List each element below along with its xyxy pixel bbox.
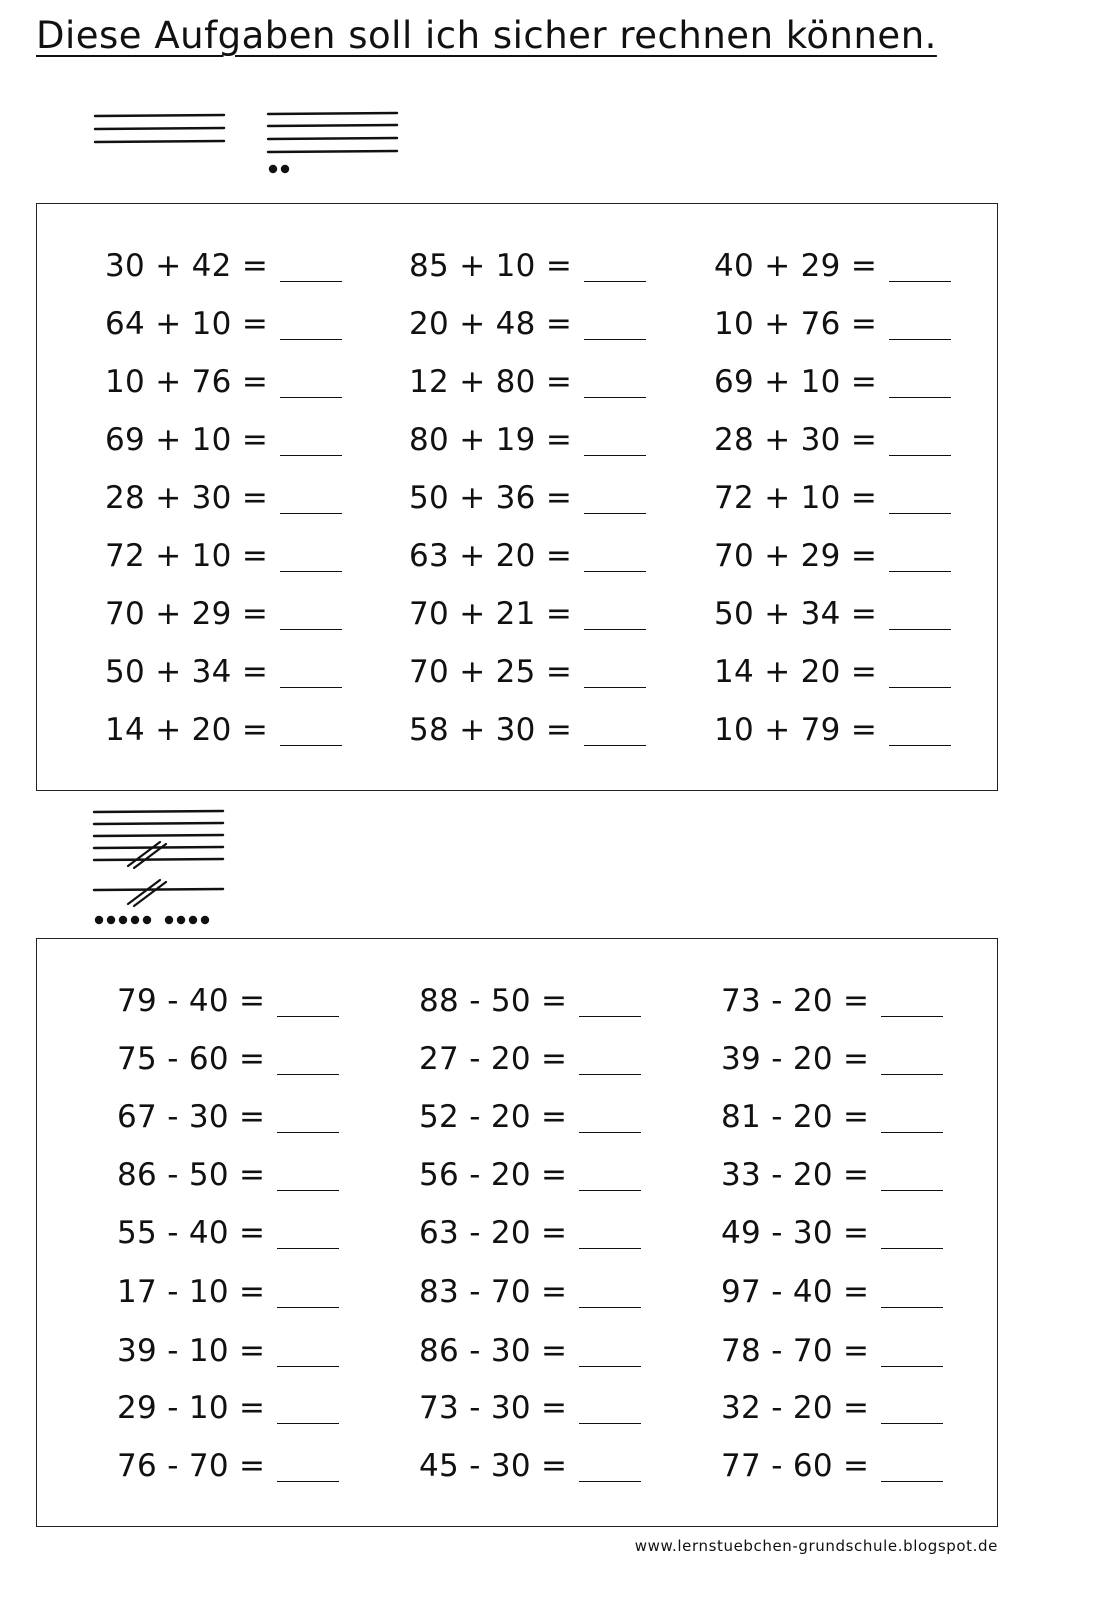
answer-line [579,1248,641,1249]
subtraction-task: 32 - 20 = [721,1388,943,1428]
answer-line [881,1423,943,1424]
addition-task: 85 + 10 = [409,246,646,286]
answer-line [584,455,646,456]
addition-task: 28 + 30 = [105,478,342,518]
addition-task: 80 + 19 = [409,420,646,460]
answer-line [579,1423,641,1424]
subtraction-task: 77 - 60 = [721,1446,943,1486]
subtraction-task: 39 - 20 = [721,1039,943,1079]
answer-line [584,281,646,282]
addition-task: 70 + 21 = [409,594,646,634]
answer-line [277,1016,339,1017]
answer-line [280,571,342,572]
answer-line [889,339,951,340]
answer-line [277,1132,339,1133]
subtraction-task: 33 - 20 = [721,1155,943,1195]
answer-line [277,1190,339,1191]
addition-task: 70 + 25 = [409,652,646,692]
answer-line [579,1132,641,1133]
answer-line [881,1016,943,1017]
answer-line [579,1366,641,1367]
subtraction-task: 27 - 20 = [419,1039,641,1079]
subtraction-task: 79 - 40 = [117,981,339,1021]
addition-task: 69 + 10 = [105,420,342,460]
addition-task: 28 + 30 = [714,420,951,460]
subtraction-task: 45 - 30 = [419,1446,641,1486]
addition-task: 72 + 10 = [105,536,342,576]
answer-line [277,1366,339,1367]
answer-line [881,1190,943,1191]
addition-task: 20 + 48 = [409,304,646,344]
subtraction-task: 97 - 40 = [721,1272,943,1312]
subtraction-task: 86 - 50 = [117,1155,339,1195]
page-title: Diese Aufgaben soll ich sicher rechnen können. [36,14,937,57]
subtraction-task: 55 - 40 = [117,1213,339,1253]
answer-line [579,1307,641,1308]
subtraction-task: 88 - 50 = [419,981,641,1021]
addition-task: 10 + 76 = [105,362,342,402]
answer-line [280,629,342,630]
answer-line [881,1481,943,1482]
subtraction-task: 75 - 60 = [117,1039,339,1079]
addition-task: 63 + 20 = [409,536,646,576]
subtraction-task: 52 - 20 = [419,1097,641,1137]
answer-line [584,397,646,398]
answer-line [579,1190,641,1191]
addition-task: 50 + 34 = [714,594,951,634]
answer-line [584,513,646,514]
answer-line [280,339,342,340]
answer-line [277,1074,339,1075]
answer-line [881,1074,943,1075]
answer-line [277,1248,339,1249]
subtraction-task: 78 - 70 = [721,1331,943,1371]
answer-line [579,1481,641,1482]
subtraction-task: 17 - 10 = [117,1272,339,1312]
answer-line [889,629,951,630]
answer-line [889,687,951,688]
crossed-tens-symbol [90,806,230,930]
answer-line [889,571,951,572]
subtraction-task: 67 - 30 = [117,1097,339,1137]
answer-line [280,281,342,282]
addition-task: 69 + 10 = [714,362,951,402]
footer-url: www.lernstuebchen-grundschule.blogspot.de [634,1537,998,1555]
subtraction-task: 83 - 70 = [419,1272,641,1312]
answer-line [889,397,951,398]
addition-task: 50 + 34 = [105,652,342,692]
subtraction-task: 29 - 10 = [117,1388,339,1428]
answer-line [277,1307,339,1308]
answer-line [584,629,646,630]
addition-task: 70 + 29 = [105,594,342,634]
answer-line [881,1307,943,1308]
answer-line [881,1132,943,1133]
answer-line [584,745,646,746]
subtraction-task: 86 - 30 = [419,1331,641,1371]
answer-line [280,397,342,398]
tens-and-ones-symbol [264,106,404,178]
answer-line [280,687,342,688]
subtraction-task: 73 - 20 = [721,981,943,1021]
answer-line [584,339,646,340]
addition-task: 12 + 80 = [409,362,646,402]
answer-line [277,1481,339,1482]
addition-task: 72 + 10 = [714,478,951,518]
addition-task: 14 + 20 = [105,710,342,750]
answer-line [280,745,342,746]
addition-task: 50 + 36 = [409,478,646,518]
answer-line [881,1248,943,1249]
addition-task: 30 + 42 = [105,246,342,286]
addition-task: 10 + 79 = [714,710,951,750]
subtraction-task: 76 - 70 = [117,1446,339,1486]
answer-line [889,513,951,514]
subtraction-task: 81 - 20 = [721,1097,943,1137]
addition-task: 10 + 76 = [714,304,951,344]
answer-line [584,571,646,572]
answer-line [579,1016,641,1017]
subtraction-task-box [36,938,998,1527]
answer-line [280,513,342,514]
subtraction-task: 49 - 30 = [721,1213,943,1253]
answer-line [889,281,951,282]
answer-line [889,455,951,456]
answer-line [579,1074,641,1075]
answer-line [280,455,342,456]
answer-line [584,687,646,688]
addition-task: 64 + 10 = [105,304,342,344]
answer-line [881,1366,943,1367]
subtraction-task: 63 - 20 = [419,1213,641,1253]
tens-symbol-three [92,110,228,150]
answer-line [889,745,951,746]
addition-task: 40 + 29 = [714,246,951,286]
answer-line [277,1423,339,1424]
subtraction-task: 56 - 20 = [419,1155,641,1195]
addition-task: 70 + 29 = [714,536,951,576]
subtraction-task: 39 - 10 = [117,1331,339,1371]
addition-task-box [36,203,998,791]
addition-task: 58 + 30 = [409,710,646,750]
addition-task: 14 + 20 = [714,652,951,692]
subtraction-task: 73 - 30 = [419,1388,641,1428]
